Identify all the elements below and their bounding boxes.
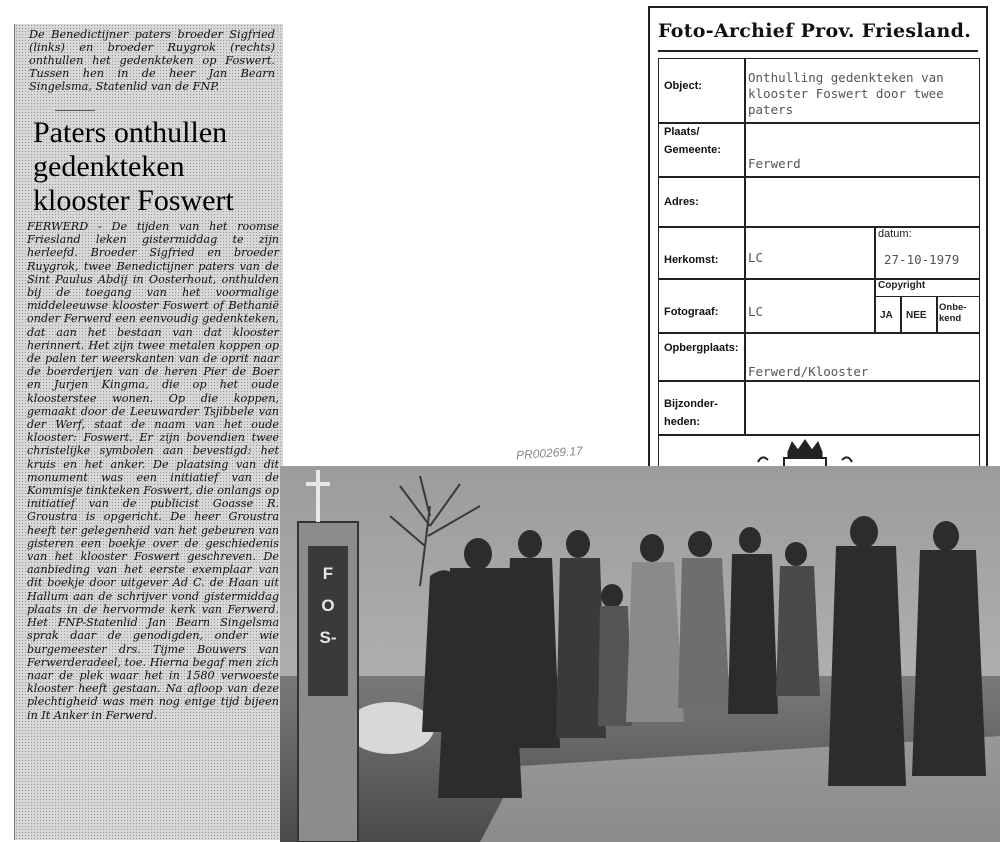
herkomst-value-cell <box>744 226 876 280</box>
snow-patch <box>346 702 434 754</box>
fotograaf-label: Fotograaf: <box>664 306 719 318</box>
plaats-label-2: Gemeente: <box>664 144 721 156</box>
card-title: Foto-Archief Prov. Friesland. <box>658 20 972 42</box>
herkomst-value: LC <box>748 250 764 265</box>
bijzonder-value-cell <box>744 380 980 436</box>
headline-line-1: Paters onthullen <box>33 116 228 149</box>
adres-label: Adres: <box>664 196 699 208</box>
bijzonder-label-2: heden: <box>664 416 701 428</box>
copyright-label: Copyright <box>878 280 926 291</box>
object-value-line-2: klooster Foswert door twee <box>748 86 944 101</box>
event-photograph <box>280 466 1000 842</box>
plaats-label-1: Plaats/ <box>664 126 700 138</box>
plaats-value: Ferwerd <box>748 156 801 171</box>
article-headline <box>33 116 283 218</box>
opberg-label-cell <box>658 332 746 382</box>
headline-line-3: klooster Foswert <box>33 184 234 217</box>
object-label: Object: <box>664 80 702 92</box>
title-underline <box>658 50 978 52</box>
opberg-label: Opbergplaats: <box>664 342 739 354</box>
onbekend-option <box>939 302 966 324</box>
onbekend-line-2: kend <box>939 313 962 324</box>
archive-card <box>648 6 988 530</box>
bijzonder-label-1: Bijzonder- <box>664 398 718 410</box>
onbekend-line-1: Onbe- <box>939 302 967 313</box>
caption-divider <box>55 110 95 111</box>
herkomst-label: Herkomst: <box>664 254 719 266</box>
headline-line-2: gedenkteken <box>33 150 185 183</box>
ja-option: JA <box>880 310 893 321</box>
photo-scene <box>280 466 1000 842</box>
post-inscription: FOS- <box>319 564 337 647</box>
herkomst-label-cell <box>658 226 746 280</box>
article-body: FERWERD - De tijden van het roomse Friesland leken gistermiddag te zijn herleefd. Broeder Sigfried en broeder Ruygrok, twee Benedictijner paters van de Sint Paulus Abdij in Oosterhout, onthulden bij de toegang van het voormalige middeleeuwse klooster Foswert of Bethanië onder Ferwerd een eenvoudig gedenkteken, dat aan het bestaan van dat klooster herinnert. Het zijn twee metalen koppen op de palen ter weerskanten van de oprit naar de boerderijen van de heren Pier de Boer en Jurjen Kingma, die op het oude kloosterstee wonen. Op die koppen, gemaakt door de Leeuwarder Tsjibbele van der Werf, staat de naam van het oude klooster: Foswert. Er zijn bovendien twee christelijke symbolen aan bevestigd: het kruis en het anker. De plaatsing van dit monument was een initiatief van de Kommisje tinkteken Foswert, die onlangs op initiatief van de publicist Goasse R. Groustra is opgericht. De heer Groustra heeft ter gelegenheid van het gebeuren van gisteren een boekje over de geschiedenis van het klooster Foswert geschreven. De aanbieding van het eerste exemplaar van dit boekje door uitgever Ad C. de Haan uit Hallum aan de schrijver vond gistermiddag plaats in de hervormde kerk van Ferwerd. Het FNP-Statenlid Jan Bearn Singelsma sprak daar de genodigden, onder wie burgemeester drs. Tijme Bouwers van Ferwerderadeel, toe. Hierna begaf men zich naar de plek waar het in 1580 verwoeste klooster heeft gestaan. Na afloop van deze plechtigheid was men nog enige tijd bijeen in It Anker in Ferwerd. <box>27 220 279 722</box>
nee-option: NEE <box>906 310 927 321</box>
datum-value: 27-10-1979 <box>884 252 960 267</box>
newspaper-clipping <box>14 24 283 840</box>
fotograaf-value-cell <box>744 278 876 334</box>
object-value-line-1: Onthulling gedenkteken van <box>748 70 944 85</box>
memorial-post <box>298 470 358 842</box>
datum-label: datum: <box>878 228 912 240</box>
opberg-value: Ferwerd/Klooster <box>748 364 869 379</box>
reference-number: PR00269.17 <box>515 443 584 463</box>
adres-value-cell <box>744 176 980 228</box>
fotograaf-value: LC <box>748 304 764 319</box>
photo-caption: De Benedictijner paters broeder Sigfried (links) en broeder Ruygrok (rechts) onthullen het gedenkteken op Foswert. Tussen hen in de heer Jan Bearn Singelsma, Statenlid van de FNP. <box>29 28 275 93</box>
object-value-line-3: paters <box>748 102 794 117</box>
